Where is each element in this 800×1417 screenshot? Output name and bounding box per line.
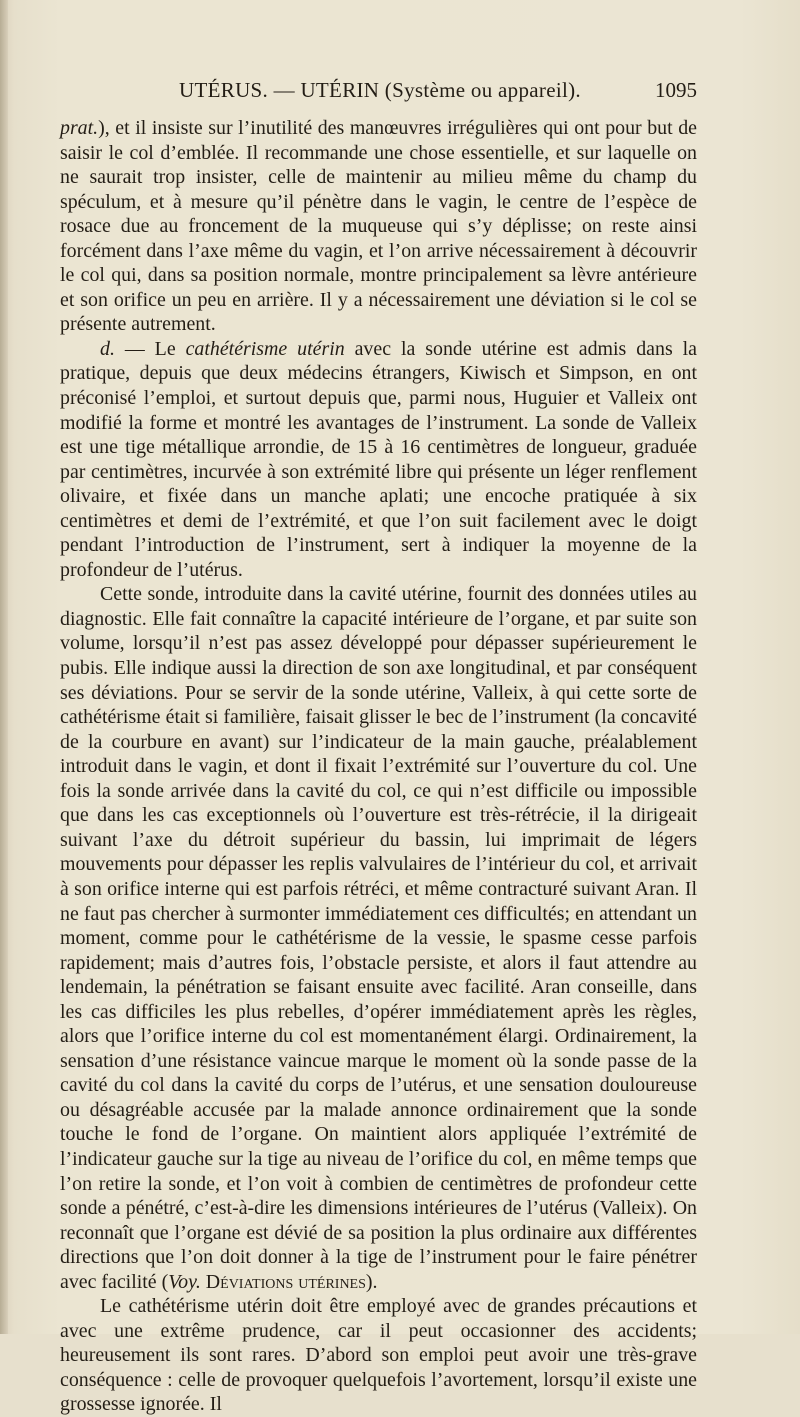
italic-abbrev: prat. (60, 117, 99, 139)
paragraph-3-text: Cette sonde, introduite dans la cavité utérine, fournit des données utiles au diagnostic. Elle fait connaître la capacité intérieure de l’organe, et par suite son volume, lorsqu’il n’est pas assez développé pour dépasser supérieurement le pubis. Elle indique aussi la direction de son axe longitudinal, et par conséquent ses déviations. Pour se servir de la sonde utérine, Valleix, à qui cette sorte de cathétérisme était si familière, faisait glisser le bec de l’instrument (la concavité de la courbure en avant) sur l’indicateur de la main gauche, préalablement introduit dans le vagin, et dont il fixait l’extrémité sur l’ouverture du col. Une fois la sonde arrivée dans la cavité du col, ce qui n’est difficile ou impossible que dans les cas exceptionnels où l’ouverture est très-rétrécie, il la dirigeait suivant l’axe du détroit supérieur du bassin, lui imprimait de légers mouvements pour dépasser les replis valvulaires de l’intérieur du col, et arrivait à son orifice interne qui est parfois rétréci, et même contracturé suivant Aran. Il ne faut pas chercher à surmonter immédiatement ces difficultés; en attendant un moment, comme pour le cathétérisme de la vessie, le spasme cesse parfois rapidement; mais d’autres fois, l’obstacle persiste, et alors il faut attendre au lendemain, la pénétration se faisant ensuite avec facilité. Aran conseille, dans les cas difficiles les plus rebelles, d’opérer immédiatement après les règles, alors que l’orifice interne du col est momentanément élargi. Ordinairement, la sensation d’une résistance vaincue marque le moment où la sonde passe de la cavité du col dans la cavité du corps de l’utérus, et une sensation douloureuse ou désagréable accusée par la malade annonce ordinairement que la sonde touche le fond de l’organe. On maintient alors appliquée l’extrémité de l’indicateur gauche sur la tige au niveau de l’orifice du col, en même temps que l’on retire la sonde, et l’on voit à combien de centimètres de profondeur cette sonde a pénétré, c’est-à-dire les dimensions intérieures de l’utérus (Valleix). On reconnaît que l’organe est dévié de sa position la plus ordinaire aux différentes directions que l’on doit donner à la tige de l’instrument pour le faire pénétrer avec facilité ( (60, 583, 697, 1293)
page-number: 1095 (655, 78, 697, 102)
body-text (60, 116, 697, 1417)
page-header (120, 78, 697, 104)
paragraph-3 (60, 582, 697, 1294)
section-label: d. (100, 337, 115, 360)
cross-ref-voy: Voy. (168, 1270, 201, 1293)
page-edge-shadow (0, 0, 8, 1334)
paragraph-1-text: ), et il insiste sur l’inutilité des manœuvres irrégulières qui ont pour but de saisir le col d’emblée. Il recommande une chose essentielle, et sur laquelle on ne saurait trop insister, celle de maintenir au milieu même du champ du spéculum, et à mesure qu’il pénètre dans le vagin, le centre de l’espèce de rosace due au froncement de la muqueuse qui s’y déplisse; on reste ainsi forcément dans l’axe même du vagin, et l’on arrive nécessairement à découvrir le col qui, dans sa position normale, montre principalement sa lèvre antérieure et son orifice un peu en arrière. Il y a nécessairement une déviation si le col se présente autrement. (60, 117, 697, 336)
paragraph-3-end: ). (365, 1270, 378, 1293)
section-term: cathétérisme utérin (185, 337, 345, 360)
running-head: UTÉRUS. — UTÉRIN (Système ou appareil). (179, 78, 581, 102)
paragraph-4-text: Le cathétérisme utérin doit être employé avec de grandes précautions et avec une extrême prudence, car il peut occasionner des accidents; heureusement ils sont rares. D’abord son emploi peut avoir une très-grave conséquence : celle de provoquer quelquefois l’avortement, lorsqu’il existe une grossesse ignorée. Il (60, 1295, 697, 1416)
paragraph-4 (60, 1294, 697, 1417)
cross-ref-target: Déviations utérines (200, 1270, 366, 1293)
paragraph-2-text: avec la sonde utérine est admis dans la pratique, depuis que deux médecins étrangers, Kiwisch et Simpson, en ont préconisé l’emploi, et surtout depuis que, parmi nous, Huguier et Valleix ont modifié la forme et montré les avantages de l’instrument. La sonde de Valleix est une tige métallique arrondie, de 15 à 16 centimètres de longueur, graduée par centimètres, incurvée à son extrémité libre qui présente un léger renflement olivaire, et fixée dans un manche aplati; une encoche pratiquée à six centimètres et demi de l’extrémité, et que l’on suit facilement avec le doigt pendant l’introduction de l’instrument, sert à indiquer la moyenne de la profondeur de l’utérus. (60, 337, 697, 581)
paragraph-1 (60, 116, 697, 337)
section-dash: — Le (114, 337, 186, 360)
paragraph-2 (60, 337, 697, 582)
